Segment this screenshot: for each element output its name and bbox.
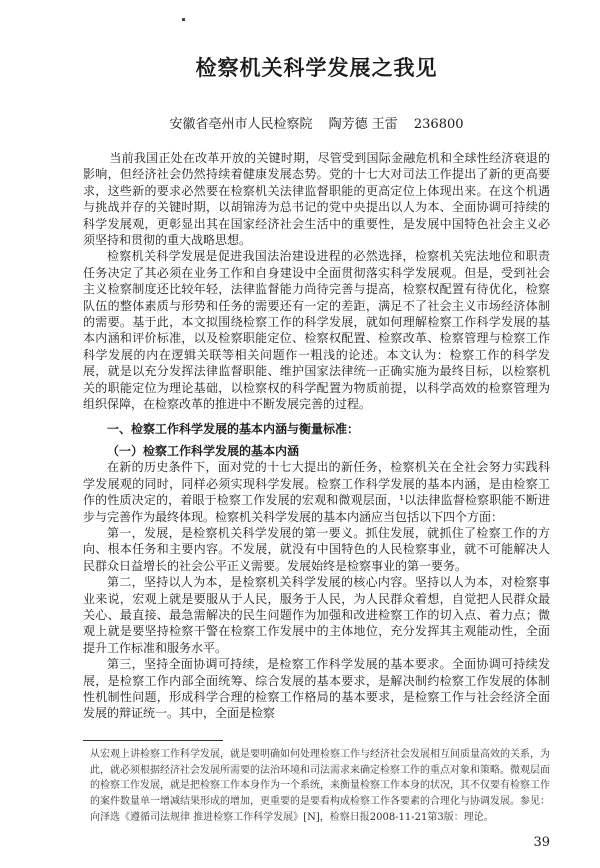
intro-paragraph-2: 检察机关科学发展是促进我国法治建设进程的必然选择，检察机关宪法地位和职责任务决定了其必须在业务工作和自身建设中全面贯彻落实科学发展观。但是，受到社会主义检察制度还比较年轻，法律监督能力尚待完善与提高，检察权配置有待优化，检察队伍的整体素质与形势和任务的需要还有一定的差距，满足不了社会主义市场经济体制的需要。基于此，本文拟围绕检察工作的科学发展，就如何理解检察工作科学发展的基本内涵和评价标准，以及检察职能定位、检察权配置、检察改革、检察管理与检察工作科学发展的内在逻辑关联等相关问题作一粗浅的论述。本文认为：检察工作的科学发展，就是以充分发挥法律监督职能、维护国家法律统一正确实施为最终目标，以检察机关的职能定位为理论基础，以检察权的科学配置为物质前提，以科学高效的检察管理为组织保障，在检察改革的推进中不断发展完善的过程。 [83, 249, 550, 412]
article-title: 检察机关科学发展之我见 [195, 56, 438, 80]
footnote-divider [83, 740, 223, 741]
footnote: 从宏观上讲检察工作科学发展，就是要明确如何处理检察工作与经济社会发展相互间质量高效的关系，为此，就必须根据经济社会发展所需要的法治环境和司法需求来确定检察工作的重点对象和策略。微观层面的检察工作发展，就是把检察工作本身作为一个系统，来衡量检察工作本身的状况，其不仅要有检察工作的案件数量单一增减结果形成的增加，更重要的是要看构成检察工作各要素的合理化与协调发展。参见：向泽选《遵循司法规律 推进检察工作科学发展》[N]，检察日报2008-11-21第3版：理论。 [90, 748, 550, 823]
subsection-heading: （一）检察工作科学发展的基本内涵 [107, 443, 300, 458]
body-paragraph: 第三，坚持全面协调可持续，是检察工作科学发展的基本要求。全面协调可持续发展，是检察工作内部全面统筹、综合发展的基本要求，是解决制约检察工作发展的体制性机制性问题，形成科学合理的检察工作格局的基本要求，是检察工作与社会经济全面发展的辩证统一。其中，全面是检察 [83, 657, 550, 721]
author-line [83, 116, 550, 134]
page-number: 39 [533, 834, 550, 850]
body-paragraph: 第一，发展，是检察机关科学发展的第一要义。抓住发展，就抓住了检察工作的方向、根本任务和主要内容。不发展，就没有中国特色的人民检察事业，就不可能解决人民群众日益增长的社会公平正义需要。发展始终是检察事业的第一要务。 [83, 525, 550, 573]
section-heading: 一、检察工作科学发展的基本内涵与衡量标准： [107, 421, 360, 436]
article-body [83, 150, 550, 722]
body-paragraph: 第二，坚持以人为本，是检察机关科学发展的核心内容。坚持以人为本，对检察事业来说，宏观上就是要服从于人民，服务于人民，为人民群众着想，自觉把人民群众最关心、最直接、最急需解决的民生问题作为加强和改进检察工作的切入点、着力点；微观上就是要坚持检察干警在检察工作发展中的主体地位，充分发挥其主观能动性，全面提升工作标准和服务水平。 [83, 575, 550, 655]
author-names: 陶芳德 王雷 [328, 117, 398, 132]
intro-paragraph-1: 当前我国正处在改革开放的关键时期，尽管受到国际金融危机和全球性经济衰退的影响，但经济社会仍然持续着健康发展态势。党的十七大对司法工作提出了新的更高要求，这些新的要求必然要在检察机关法律监督职能的更高定位上体现出来。在这个机遇与挑战并存的关键时期，以胡锦涛为总书记的党中央提出以人为本、全面协调可持续的科学发展观，更彰显出其在国家经济社会生活中的重要性，是发展中国特色社会主义必须坚持和贯彻的重大战略思想。 [83, 151, 550, 248]
author-postcode: 236800 [413, 117, 464, 132]
author-organization: 安徽省亳州市人民检察院 [169, 117, 313, 132]
body-paragraph: 在新的历史条件下，面对党的十七大提出的新任务，检察机关在全社会努力实践科学发展观的同时，同样必须实现科学发展。检察工作科学发展的基本内涵，是由检察工作的性质决定的，着眼于检察工作发展的宏观和微观层面，¹以法律监督检察职能不断进步与完善作为最终体现。检察机关科学发展的基本内涵应当包括以下四个方面： [83, 460, 550, 524]
scan-speck [182, 18, 185, 21]
